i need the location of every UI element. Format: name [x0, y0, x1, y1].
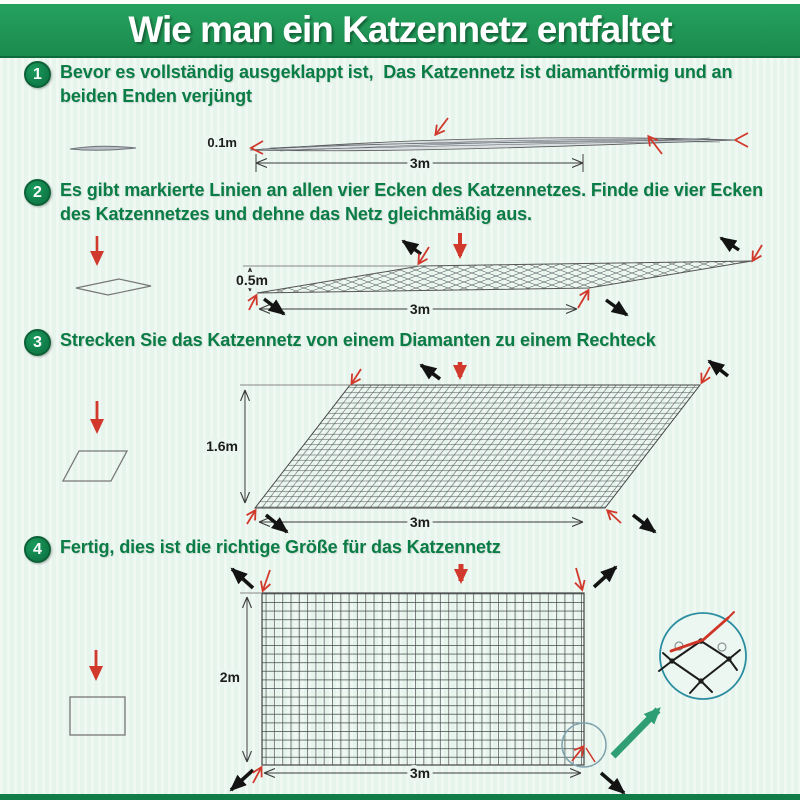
step-3-number-badge: 3	[24, 329, 51, 356]
folded-net-drawing	[250, 138, 737, 151]
dimension-2m	[220, 597, 247, 762]
step-2-instruction: Es gibt markierte Linien an allen vier Ecken des Katzennetzes. Finde die vier Ecken des Katzennetzes und dehne das Netz gleichmäßig aus.	[60, 180, 763, 224]
step-2-number-badge: 2	[24, 179, 51, 206]
step-3-instruction: Strecken Sie das Katzennetz von einem Diamanten zu einem Rechteck	[60, 330, 656, 350]
half-stretched-net-drawing	[243, 261, 752, 293]
width-dimension-label: 3m	[409, 301, 431, 317]
flat-diamond-icon	[76, 279, 151, 295]
folded-net-thumbnail-icon	[70, 146, 136, 150]
height-dimension-label: 1.6m	[206, 438, 238, 454]
width-dimension-label: 3m	[409, 765, 431, 781]
width-dimension-label: 3m	[409, 514, 431, 530]
height-dimension-label: 0.5m	[236, 272, 268, 288]
header-banner	[0, 4, 800, 58]
height-dimension-label: 0.1m	[207, 135, 237, 150]
zoom-green-arrow	[613, 710, 658, 756]
bottom-green-bar	[0, 794, 800, 800]
dimension-0-1m	[207, 135, 237, 150]
dimension-3m	[264, 765, 581, 781]
rectangle-icon	[70, 697, 125, 735]
height-dimension-label: 2m	[219, 669, 240, 685]
press-flat-thumbnail-icon	[63, 401, 127, 481]
dimension-3m	[259, 301, 577, 317]
step-4-number-badge: 4	[24, 536, 51, 563]
dimension-3m	[256, 154, 583, 172]
parallelogram-icon	[63, 451, 127, 481]
dimension-3m	[259, 514, 583, 530]
dimension-1-6m	[206, 390, 245, 503]
step-4-instruction: Fertig, dies ist die richtige Größe für das Katzennetz	[60, 537, 501, 557]
page-title: Wie man ein Katzennetz entfaltet	[128, 9, 672, 50]
press-flat-thumbnail-icon	[76, 236, 151, 295]
step-2-diagram	[0, 228, 800, 324]
step-1-number-badge: 1	[24, 61, 51, 88]
corner-zoom-callout	[562, 612, 746, 767]
step-1-instruction: Bevor es vollständig ausgeklappt ist, Das Katzennetz ist diamantförmig und an beiden Enden verjüngt	[60, 62, 733, 106]
diamond-net-drawing	[240, 385, 700, 508]
step-2	[24, 179, 790, 226]
step-1-diagram	[0, 113, 800, 177]
dimension-0-5m	[236, 268, 268, 291]
width-dimension-label: 3m	[409, 155, 431, 171]
step-3	[24, 329, 790, 356]
step-1	[24, 61, 790, 108]
step-4-diagram	[0, 556, 800, 800]
rectangle-thumbnail-icon	[70, 650, 125, 735]
rectangular-net-drawing	[240, 593, 584, 765]
step-3-diagram	[0, 358, 800, 538]
